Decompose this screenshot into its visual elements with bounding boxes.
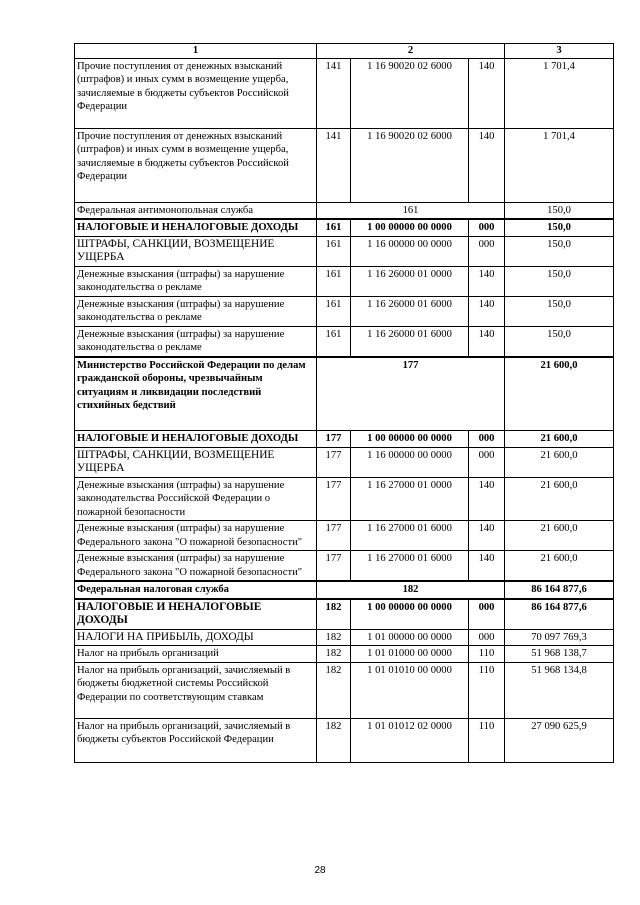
row-kbk-code: 1 01 00000 00 0000 — [351, 629, 469, 646]
row-kbk-code: 1 01 01010 00 0000 — [351, 662, 469, 718]
row-sub-code: 140 — [469, 296, 505, 326]
row-sub-code: 000 — [469, 599, 505, 630]
row-admin-code: 177 — [317, 477, 351, 521]
row-amount: 150,0 — [505, 202, 614, 219]
row-admin-code: 177 — [317, 521, 351, 551]
row-admin-code: 182 — [317, 718, 351, 762]
row-kbk-code: 1 16 27000 01 6000 — [351, 551, 469, 582]
row-sub-code: 000 — [469, 629, 505, 646]
row-amount: 70 097 769,3 — [505, 629, 614, 646]
table-row — [75, 447, 614, 477]
row-sub-code: 000 — [469, 447, 505, 477]
table-row — [75, 58, 614, 128]
row-kbk-code: 1 16 90020 02 6000 — [351, 58, 469, 128]
row-sub-code: 000 — [469, 219, 505, 236]
table-row — [75, 646, 614, 663]
row-admin-code: 177 — [317, 551, 351, 582]
row-amount: 21 600,0 — [505, 521, 614, 551]
row-name: Денежные взыскания (штрафы) за нарушение Федерального закона "О пожарной безопасности" — [75, 551, 317, 582]
table-row — [75, 629, 614, 646]
row-name: Налог на прибыль организаций, зачисляемый в бюджеты субъектов Российской Федерации — [75, 718, 317, 762]
row-amount: 51 968 134,8 — [505, 662, 614, 718]
row-kbk-code: 1 01 01012 02 0000 — [351, 718, 469, 762]
row-admin-code: 141 — [317, 128, 351, 202]
row-amount: 27 090 625,9 — [505, 718, 614, 762]
table-row — [75, 266, 614, 296]
row-admin-code: 182 — [317, 599, 351, 630]
row-name: Налог на прибыль организаций — [75, 646, 317, 663]
row-name: НАЛОГОВЫЕ И НЕНАЛОГОВЫЕ ДОХОДЫ — [75, 219, 317, 236]
row-amount: 21 600,0 — [505, 431, 614, 448]
row-amount: 150,0 — [505, 219, 614, 236]
row-sub-code: 000 — [469, 236, 505, 266]
row-sub-code: 140 — [469, 521, 505, 551]
row-name: Денежные взыскания (штрафы) за нарушение законодательства Российской Федерации о пожарной безопасности — [75, 477, 317, 521]
row-amount: 150,0 — [505, 266, 614, 296]
table-row — [75, 662, 614, 718]
row-admin-code: 161 — [317, 202, 505, 219]
table-row — [75, 296, 614, 326]
row-name: Налог на прибыль организаций, зачисляемый в бюджеты бюджетной системы Российской Федерации по соответствующим ставкам — [75, 662, 317, 718]
row-sub-code: 000 — [469, 431, 505, 448]
row-amount: 21 600,0 — [505, 357, 614, 431]
row-admin-code: 182 — [317, 629, 351, 646]
row-amount: 150,0 — [505, 296, 614, 326]
table-row — [75, 599, 614, 630]
row-sub-code: 140 — [469, 128, 505, 202]
table-row — [75, 357, 614, 431]
row-admin-code: 161 — [317, 326, 351, 357]
row-name: Прочие поступления от денежных взысканий (штрафов) и иных сумм в возмещение ущерба, зачисляемые в бюджеты субъектов Российской Федерации — [75, 128, 317, 202]
row-admin-code: 161 — [317, 219, 351, 236]
table-row — [75, 326, 614, 357]
table-row — [75, 551, 614, 582]
row-admin-code: 161 — [317, 266, 351, 296]
row-name: НАЛОГОВЫЕ И НЕНАЛОГОВЫЕ ДОХОДЫ — [75, 599, 317, 630]
header-col-2: 2 — [317, 44, 505, 59]
row-name: ШТРАФЫ, САНКЦИИ, ВОЗМЕЩЕНИЕ УЩЕРБА — [75, 236, 317, 266]
row-admin-code: 161 — [317, 236, 351, 266]
row-sub-code: 110 — [469, 646, 505, 663]
row-kbk-code: 1 16 90020 02 6000 — [351, 128, 469, 202]
table-row — [75, 219, 614, 236]
row-amount: 150,0 — [505, 326, 614, 357]
row-admin-code: 182 — [317, 581, 505, 599]
row-admin-code: 177 — [317, 447, 351, 477]
table-row — [75, 477, 614, 521]
table-row — [75, 581, 614, 599]
table-row — [75, 521, 614, 551]
row-sub-code: 110 — [469, 718, 505, 762]
budget-revenue-table — [74, 43, 614, 763]
table-row — [75, 202, 614, 219]
row-amount: 21 600,0 — [505, 477, 614, 521]
row-kbk-code: 1 16 00000 00 0000 — [351, 447, 469, 477]
row-kbk-code: 1 16 00000 00 0000 — [351, 236, 469, 266]
row-name: Федеральная антимонопольная служба — [75, 202, 317, 219]
row-sub-code: 140 — [469, 477, 505, 521]
row-name: Денежные взыскания (штрафы) за нарушение законодательства о рекламе — [75, 296, 317, 326]
row-amount: 86 164 877,6 — [505, 599, 614, 630]
row-name: Министерство Российской Федерации по делам гражданской обороны, чрезвычайным ситуациям и ликвидации последствий стихийных бедствий — [75, 357, 317, 431]
row-sub-code: 140 — [469, 326, 505, 357]
row-name: Прочие поступления от денежных взысканий (штрафов) и иных сумм в возмещение ущерба, зачисляемые в бюджеты субъектов Российской Федерации — [75, 58, 317, 128]
row-sub-code: 140 — [469, 551, 505, 582]
row-admin-code: 182 — [317, 662, 351, 718]
row-kbk-code: 1 16 26000 01 6000 — [351, 296, 469, 326]
row-kbk-code: 1 16 27000 01 6000 — [351, 521, 469, 551]
row-admin-code: 177 — [317, 357, 505, 431]
row-sub-code: 140 — [469, 58, 505, 128]
row-name: НАЛОГИ НА ПРИБЫЛЬ, ДОХОДЫ — [75, 629, 317, 646]
row-name: Федеральная налоговая служба — [75, 581, 317, 599]
row-sub-code: 140 — [469, 266, 505, 296]
table-row — [75, 128, 614, 202]
row-amount: 1 701,4 — [505, 58, 614, 128]
row-kbk-code: 1 01 01000 00 0000 — [351, 646, 469, 663]
header-col-3: 3 — [505, 44, 614, 59]
table-row — [75, 431, 614, 448]
row-kbk-code: 1 00 00000 00 0000 — [351, 599, 469, 630]
row-name: Денежные взыскания (штрафы) за нарушение законодательства о рекламе — [75, 326, 317, 357]
page-number: 28 — [314, 865, 326, 876]
row-admin-code: 161 — [317, 296, 351, 326]
row-kbk-code: 1 16 26000 01 6000 — [351, 326, 469, 357]
row-amount: 1 701,4 — [505, 128, 614, 202]
table-row — [75, 718, 614, 762]
row-kbk-code: 1 00 00000 00 0000 — [351, 431, 469, 448]
row-kbk-code: 1 16 27000 01 0000 — [351, 477, 469, 521]
row-kbk-code: 1 00 00000 00 0000 — [351, 219, 469, 236]
row-name: Денежные взыскания (штрафы) за нарушение законодательства о рекламе — [75, 266, 317, 296]
row-amount: 86 164 877,6 — [505, 581, 614, 599]
row-name: НАЛОГОВЫЕ И НЕНАЛОГОВЫЕ ДОХОДЫ — [75, 431, 317, 448]
row-amount: 51 968 138,7 — [505, 646, 614, 663]
row-sub-code: 110 — [469, 662, 505, 718]
row-amount: 150,0 — [505, 236, 614, 266]
table-row — [75, 236, 614, 266]
row-amount: 21 600,0 — [505, 447, 614, 477]
row-admin-code: 177 — [317, 431, 351, 448]
table-header-row — [75, 44, 614, 59]
header-col-1: 1 — [75, 44, 317, 59]
row-name: Денежные взыскания (штрафы) за нарушение Федерального закона "О пожарной безопасности" — [75, 521, 317, 551]
row-admin-code: 141 — [317, 58, 351, 128]
row-admin-code: 182 — [317, 646, 351, 663]
row-name: ШТРАФЫ, САНКЦИИ, ВОЗМЕЩЕНИЕ УЩЕРБА — [75, 447, 317, 477]
row-kbk-code: 1 16 26000 01 0000 — [351, 266, 469, 296]
row-amount: 21 600,0 — [505, 551, 614, 582]
